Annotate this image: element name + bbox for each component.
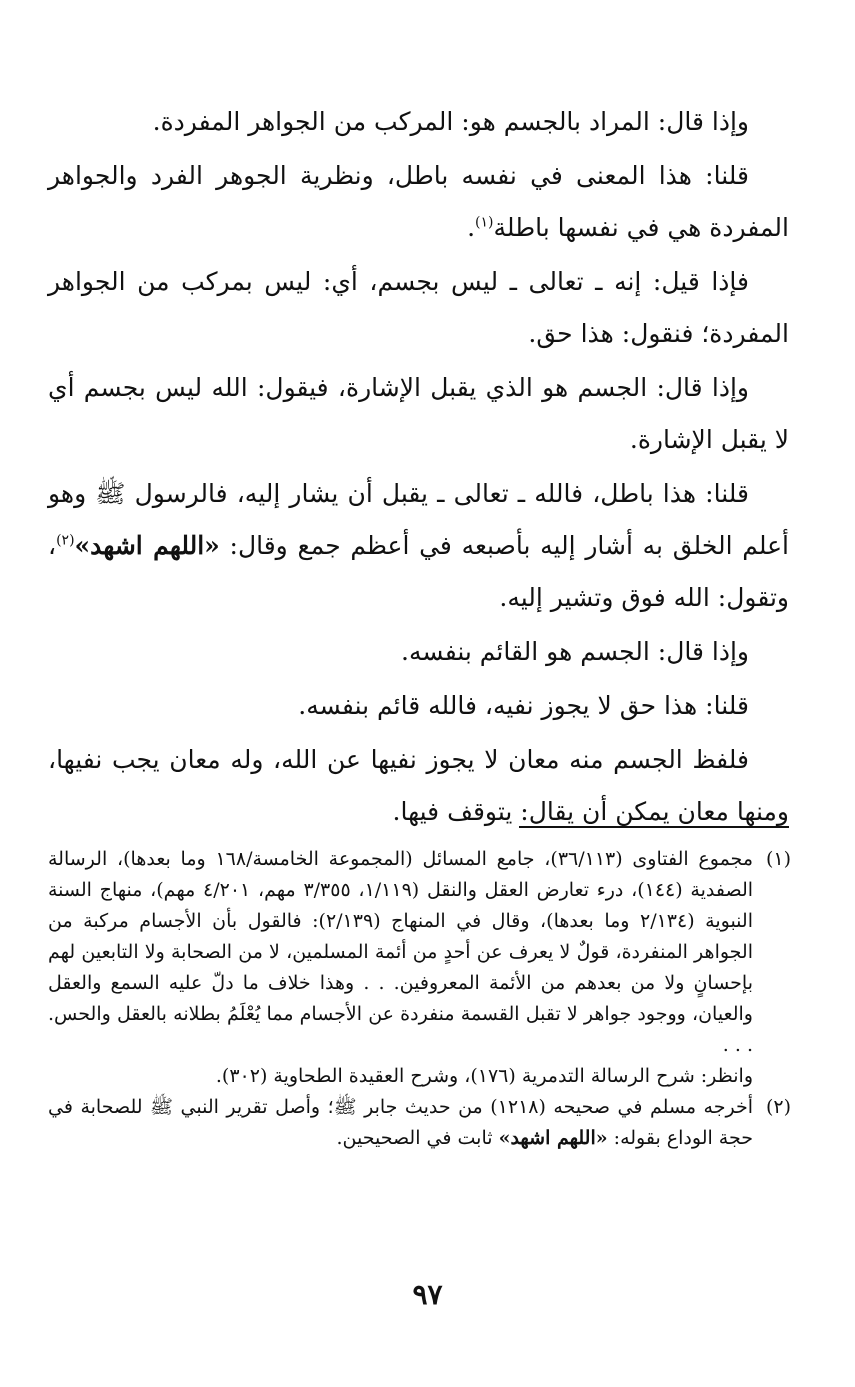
paragraph: وإذا قال: الجسم هو الذي يقبل الإشارة، فيقول: الله ليس بجسم أي لا يقبل الإشارة.	[48, 373, 789, 454]
paragraph: فإذا قيل: إنه ـ تعالى ـ ليس بجسم، أي: ليس بمركب من الجواهر المفردة؛ فنقول: هذا حق.	[48, 267, 789, 348]
main-text	[48, 96, 789, 840]
paragraph: وإذا قال: الجسم هو القائم بنفسه.	[401, 637, 749, 666]
page-number: ٩٧	[412, 1278, 443, 1311]
footnote-reference[interactable]: (٢)	[56, 532, 75, 549]
quotation: «اللهم اشهد»	[498, 1127, 608, 1149]
footnotes	[48, 844, 791, 1154]
footnote-number: (١)	[765, 848, 791, 870]
footnote-text: مجموع الفتاوى (٣٦/١١٣)، جامع المسائل (المجموعة الخامسة/١٦٨ وما بعدها)، الرسالة الصفدية (١٤٤)، درء تعارض العقل والنقل (١/١١٩، ٣/٣٥٥ مهم، ٤/٢٠١ مهم)، منهاج السنة النبوية (٢/١٣٤ وما بعدها)، وقال في المنهاج (٢/١٣٩): فالقول بأن الأجسام مركبة من الجواهر المنفردة، قولٌ لا يعرف عن أحدٍ من أئمة المسلمين، لا من الصحابة ولا التابعين لهم بإحسانٍ ولا من بعدهم من الأئمة المعروفين. . . وهذا خلاف ما دلّ عليه السمع والعقل والعيان، ووجود جواهر لا تقبل القسمة منفردة عن الأجسام مما يُعْلَمُ بطلانه بالعقل والحس. . . .	[48, 848, 754, 1056]
paragraph	[48, 468, 789, 624]
paragraph-text: قلنا: هذا باطل، فالله ـ تعالى ـ يقبل أن يشار إليه، فالرسول ﷺ وهو أعلم الخلق به أشار إليه بأصبعه في أعظم جمع وقال:	[48, 479, 790, 560]
footnote-separator	[519, 826, 789, 828]
footnote-text	[48, 1092, 753, 1154]
paragraph-end: .	[467, 213, 476, 242]
paragraph: وإذا قال: المراد بالجسم هو: المركب من الجواهر المفردة.	[152, 107, 749, 136]
paragraph-text: قلنا: هذا المعنى في نفسه باطل، ونظرية الجوهر الفرد والجواهر المفردة هي في نفسها باطلة	[48, 161, 789, 242]
footnote-1	[48, 844, 791, 1061]
quotation: «اللهم اشهد»	[74, 531, 220, 560]
footnote-reference[interactable]: (١)	[475, 214, 494, 231]
footnote-2	[48, 1092, 791, 1154]
paragraph	[48, 150, 789, 254]
footnote-text-part: أخرجه مسلم في صحيحه (١٢١٨) من حديث جابر ﷺ؛ وأصل تقرير النبي ﷺ للصحابة في حجة الوداع بقوله:	[48, 1096, 753, 1149]
footnote-see-also: وانظر: شرح الرسالة التدمرية (١٧٦)، وشرح العقيدة الطحاوية (٣٠٢).	[215, 1065, 753, 1087]
footnote-text-part: ثابت في الصحيحين.	[336, 1127, 499, 1149]
paragraph-text: ، وتقول: الله فوق وتشير إليه.	[48, 531, 789, 612]
footnote-number: (٢)	[765, 1096, 791, 1118]
paragraph: قلنا: هذا حق لا يجوز نفيه، فالله قائم بنفسه.	[298, 691, 749, 720]
paragraph: فلفظ الجسم منه معان لا يجوز نفيها عن الله، وله معان يجب نفيها، ومنها معان يمكن أن يقال: يتوقف فيها.	[48, 745, 789, 826]
